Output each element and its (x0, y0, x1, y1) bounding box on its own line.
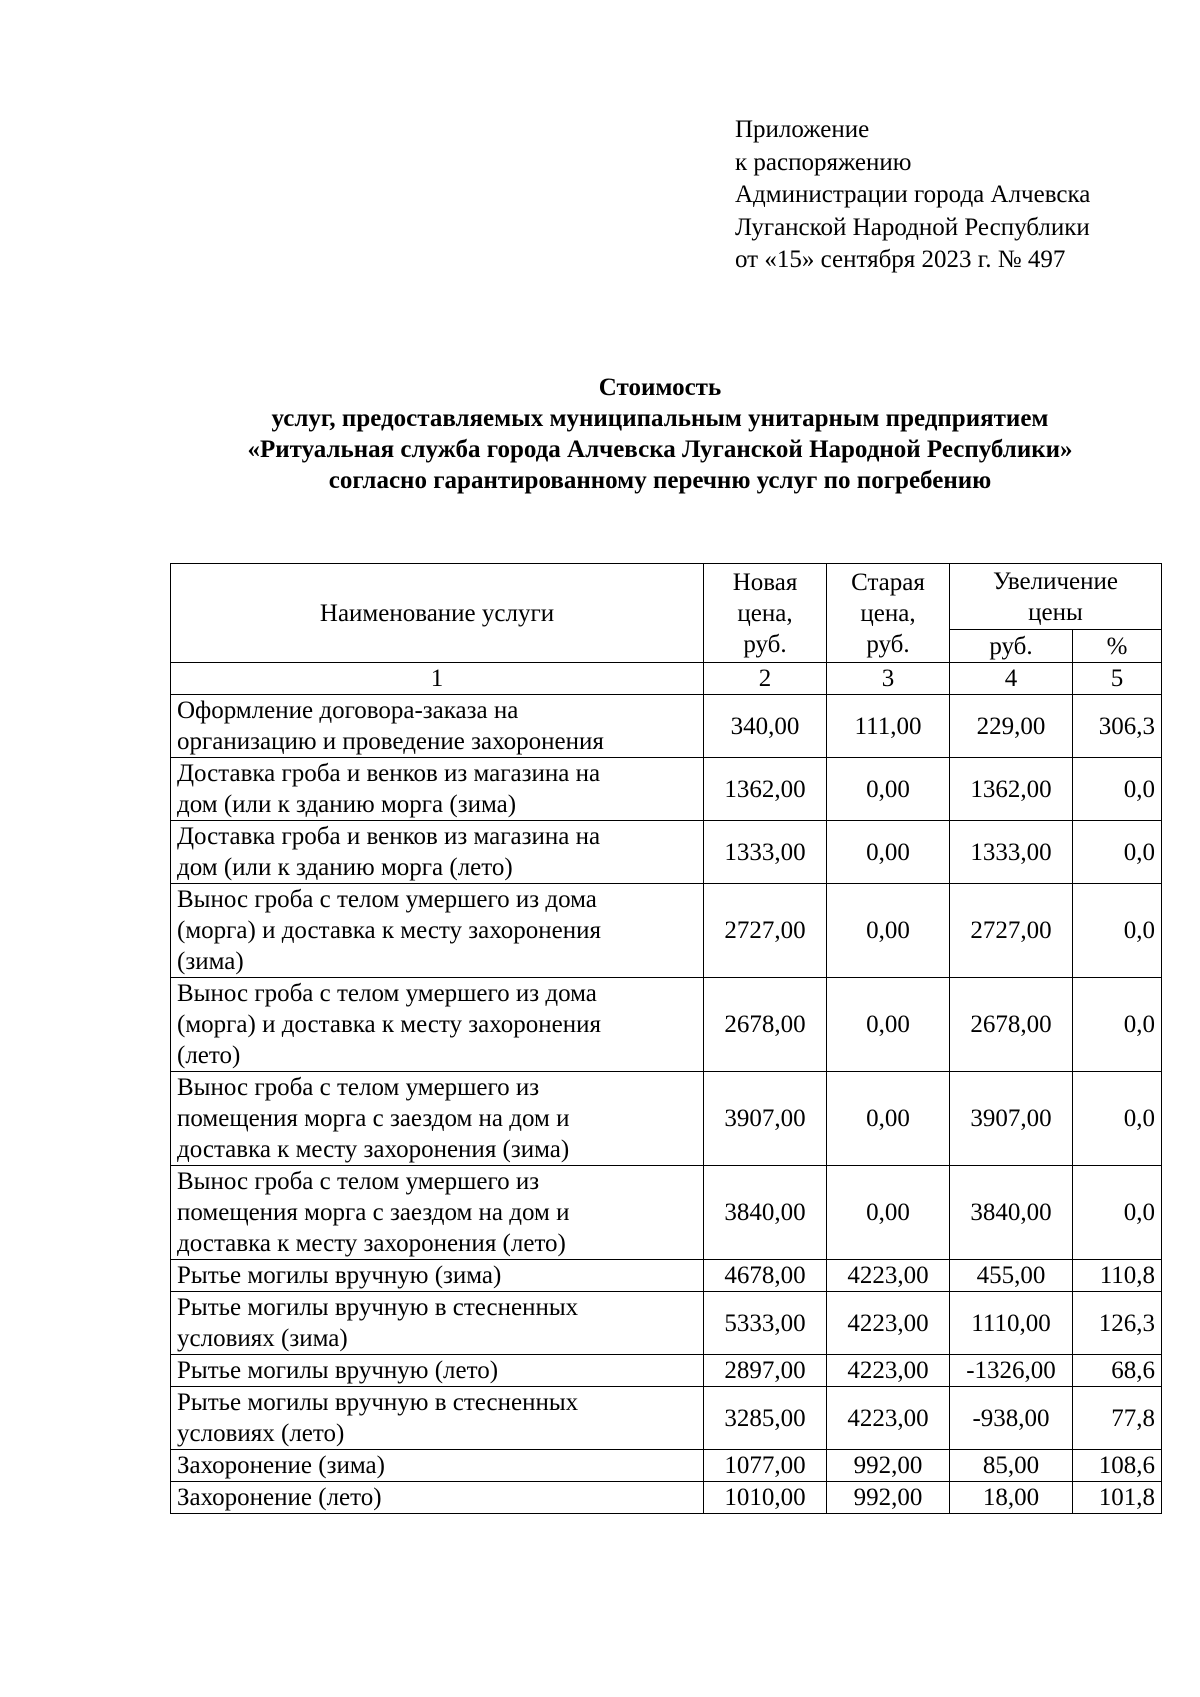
increase-rub-cell: -938,00 (950, 1387, 1073, 1450)
increase-percent-cell: 0,0 (1073, 884, 1162, 978)
increase-rub-cell: 85,00 (950, 1450, 1073, 1482)
table-row (171, 1260, 1162, 1292)
service-name-cell (171, 1292, 704, 1355)
table-row (171, 1355, 1162, 1387)
service-name-line: дом (или к зданию морга (лето) (177, 854, 513, 881)
increase-rub-cell: 3907,00 (950, 1072, 1073, 1166)
service-name-line: условиях (лето) (177, 1420, 345, 1447)
table-row (171, 695, 1162, 758)
table-row (171, 1450, 1162, 1482)
header-new-price-line: Новая (732, 568, 798, 596)
column-number-row (171, 663, 1162, 695)
table-row (171, 1482, 1162, 1514)
price-table (170, 563, 1162, 1514)
title-line: «Ритуальная служба города Алчевска Луганской Народной Республики» (247, 436, 1073, 463)
service-name-line: Захоронение (зима) (177, 1452, 385, 1479)
increase-rub-cell: 1110,00 (950, 1292, 1073, 1355)
increase-percent-cell: 77,8 (1073, 1387, 1162, 1450)
table-row (171, 1387, 1162, 1450)
appendix-line: Администрации города Алчевска (735, 181, 1091, 208)
increase-percent-cell: 126,3 (1073, 1292, 1162, 1355)
service-name-line: (морга) и доставка к месту захоронения (177, 917, 602, 944)
table-row (171, 884, 1162, 978)
new-price-cell: 1010,00 (704, 1482, 827, 1514)
service-name-line: Доставка гроба и венков из магазина на (177, 760, 601, 787)
increase-percent-cell: 108,6 (1073, 1450, 1162, 1482)
increase-percent-cell: 68,6 (1073, 1355, 1162, 1387)
header-service-name: Наименование услуги (171, 564, 704, 663)
old-price-cell: 4223,00 (827, 1387, 950, 1450)
service-name-line: (зима) (177, 948, 244, 975)
new-price-cell: 5333,00 (704, 1292, 827, 1355)
old-price-cell: 992,00 (827, 1450, 950, 1482)
column-number: 2 (704, 663, 827, 695)
title-line: услуг, предоставляемых муниципальным унитарным предприятием (271, 405, 1049, 432)
header-old-price-line: цена, (860, 599, 916, 627)
increase-percent-cell: 0,0 (1073, 1166, 1162, 1260)
table-row (171, 1166, 1162, 1260)
old-price-cell: 4223,00 (827, 1355, 950, 1387)
header-increase-rub: руб. (950, 630, 1073, 663)
title-line: Стоимость (598, 374, 722, 401)
old-price-cell: 0,00 (827, 758, 950, 821)
appendix-line: Приложение (735, 116, 870, 143)
document-title (0, 372, 1200, 496)
header-increase (950, 564, 1162, 630)
service-name-line: Рытье могилы вручную в стесненных (177, 1389, 579, 1416)
appendix-header (735, 114, 1090, 277)
new-price-cell: 2727,00 (704, 884, 827, 978)
new-price-cell: 3285,00 (704, 1387, 827, 1450)
header-increase-percent: % (1073, 630, 1162, 663)
old-price-cell: 0,00 (827, 1166, 950, 1260)
increase-percent-cell: 306,3 (1073, 695, 1162, 758)
old-price-cell: 992,00 (827, 1482, 950, 1514)
service-name-cell (171, 695, 704, 758)
increase-rub-cell: 2678,00 (950, 978, 1073, 1072)
service-name-line: Рытье могилы вручную (лето) (177, 1357, 499, 1384)
new-price-cell: 1077,00 (704, 1450, 827, 1482)
column-number: 3 (827, 663, 950, 695)
old-price-cell: 4223,00 (827, 1260, 950, 1292)
old-price-cell: 0,00 (827, 978, 950, 1072)
service-name-cell (171, 1450, 704, 1482)
service-name-line: Оформление договора-заказа на (177, 697, 519, 724)
service-name-line: Вынос гроба с телом умершего из (177, 1074, 540, 1101)
service-name-line: условиях (зима) (177, 1325, 348, 1352)
service-name-cell (171, 884, 704, 978)
service-name-cell (171, 758, 704, 821)
service-name-line: Вынос гроба с телом умершего из (177, 1168, 540, 1195)
price-table-body (171, 695, 1162, 1514)
service-name-cell (171, 1355, 704, 1387)
old-price-cell: 0,00 (827, 884, 950, 978)
increase-rub-cell: 3840,00 (950, 1166, 1073, 1260)
increase-percent-cell: 0,0 (1073, 978, 1162, 1072)
service-name-line: Рытье могилы вручную (зима) (177, 1262, 502, 1289)
increase-percent-cell: 110,8 (1073, 1260, 1162, 1292)
service-name-line: Вынос гроба с телом умершего из дома (177, 980, 597, 1007)
header-old-price-line: руб. (866, 630, 910, 658)
table-row (171, 758, 1162, 821)
new-price-cell: 2678,00 (704, 978, 827, 1072)
header-new-price (704, 564, 827, 663)
old-price-cell: 4223,00 (827, 1292, 950, 1355)
new-price-cell: 4678,00 (704, 1260, 827, 1292)
service-name-cell (171, 1166, 704, 1260)
service-name-line: Вынос гроба с телом умершего из дома (177, 886, 597, 913)
increase-rub-cell: 2727,00 (950, 884, 1073, 978)
table-row (171, 821, 1162, 884)
service-name-cell (171, 1387, 704, 1450)
increase-percent-cell: 0,0 (1073, 758, 1162, 821)
table-row (171, 1072, 1162, 1166)
service-name-line: Рытье могилы вручную в стесненных (177, 1294, 579, 1321)
service-name-line: дом (или к зданию морга (зима) (177, 791, 517, 818)
header-increase-line: Увеличение (993, 567, 1119, 595)
increase-percent-cell: 101,8 (1073, 1482, 1162, 1514)
old-price-cell: 111,00 (827, 695, 950, 758)
old-price-cell: 0,00 (827, 1072, 950, 1166)
header-new-price-line: цена, (737, 599, 793, 627)
header-old-price-line: Старая (851, 568, 925, 596)
increase-rub-cell: 229,00 (950, 695, 1073, 758)
old-price-cell: 0,00 (827, 821, 950, 884)
service-name-cell (171, 1482, 704, 1514)
service-name-line: помещения морга с заездом на дом и (177, 1105, 570, 1132)
increase-rub-cell: 18,00 (950, 1482, 1073, 1514)
service-name-line: (лето) (177, 1042, 241, 1069)
table-row (171, 1292, 1162, 1355)
service-name-line: (морга) и доставка к месту захоронения (177, 1011, 602, 1038)
service-name-line: помещения морга с заездом на дом и (177, 1199, 570, 1226)
column-number: 4 (950, 663, 1073, 695)
new-price-cell: 2897,00 (704, 1355, 827, 1387)
new-price-cell: 340,00 (704, 695, 827, 758)
increase-percent-cell: 0,0 (1073, 821, 1162, 884)
service-name-cell (171, 821, 704, 884)
increase-rub-cell: 1362,00 (950, 758, 1073, 821)
service-name-line: доставка к месту захоронения (лето) (177, 1230, 566, 1257)
service-name-line: организацию и проведение захоронения (177, 728, 604, 755)
service-name-cell (171, 1260, 704, 1292)
new-price-cell: 3840,00 (704, 1166, 827, 1260)
appendix-line: к распоряжению (735, 148, 912, 176)
increase-rub-cell: 455,00 (950, 1260, 1073, 1292)
appendix-line: от «15» сентября 2023 г. № 497 (735, 246, 1066, 273)
header-increase-line: цены (1028, 598, 1083, 626)
new-price-cell: 3907,00 (704, 1072, 827, 1166)
column-number: 1 (171, 663, 704, 695)
appendix-line: Луганской Народной Республики (735, 213, 1090, 241)
header-row (171, 564, 1162, 630)
service-name-cell (171, 1072, 704, 1166)
increase-rub-cell: -1326,00 (950, 1355, 1073, 1387)
service-name-cell (171, 978, 704, 1072)
table-row (171, 978, 1162, 1072)
increase-percent-cell: 0,0 (1073, 1072, 1162, 1166)
new-price-cell: 1333,00 (704, 821, 827, 884)
header-old-price (827, 564, 950, 663)
service-name-line: Захоронение (лето) (177, 1484, 382, 1511)
header-new-price-line: руб. (743, 630, 787, 658)
title-line: согласно гарантированному перечню услуг по погребению (328, 467, 992, 494)
new-price-cell: 1362,00 (704, 758, 827, 821)
increase-rub-cell: 1333,00 (950, 821, 1073, 884)
service-name-line: доставка к месту захоронения (зима) (177, 1136, 570, 1163)
service-name-line: Доставка гроба и венков из магазина на (177, 823, 601, 850)
column-number: 5 (1073, 663, 1162, 695)
